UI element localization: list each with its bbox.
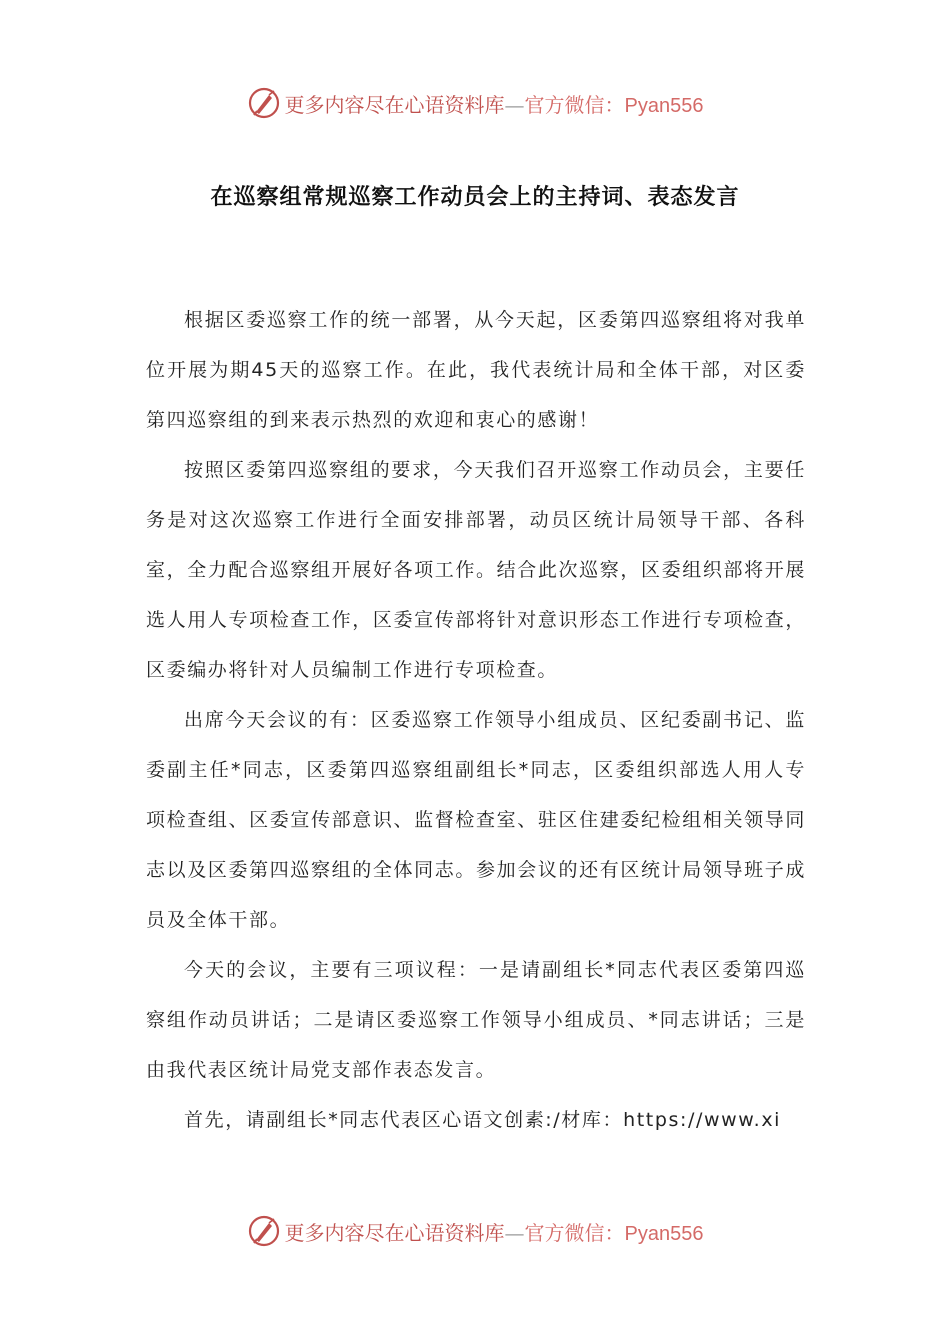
paragraph: 今天的会议，主要有三项议程：一是请副组长*同志代表区委第四巡察组作动员讲话；二是请区委巡察工作领导小组成员、*同志讲话；三是由我代表区统计局党支部作表态发言。 bbox=[146, 959, 806, 1081]
paragraph: 出席今天会议的有：区委巡察工作领导小组成员、区纪委副书记、监委副主任*同志，区委第四巡察组副组长*同志，区委组织部选人用人专项检查组、区委宣传部意识、监督检查室、驻区住建委纪检组相关领导同志以及区委第四巡察组的全体同志。参加会议的还有区统计局领导班子成员及全体干部。 bbox=[146, 709, 806, 931]
banner-wechat: 官方微信：Pyan556 bbox=[524, 94, 704, 117]
document-title: 在巡察组常规巡察工作动员会上的主持词、表态发言 bbox=[210, 184, 740, 210]
banner-separator: — bbox=[504, 92, 525, 117]
header-banner bbox=[0, 83, 950, 123]
banner-brand: 更多内容尽在心语资料库 bbox=[284, 92, 505, 117]
footer-banner bbox=[0, 1211, 950, 1251]
paragraph: 首先，请副组长*同志代表区心语文创素:/材库：https://www.xi bbox=[184, 1109, 782, 1131]
quill-pen-logo-icon bbox=[247, 1214, 281, 1248]
document-body bbox=[146, 295, 806, 1145]
paragraph: 按照区委第四巡察组的要求，今天我们召开巡察工作动员会，主要任务是对这次巡察工作进行全面安排部署，动员区统计局领导干部、各科室，全力配合巡察组开展好各项工作。结合此次巡察，区委组织部将开展选人用人专项检查工作，区委宣传部将针对意识形态工作进行专项检查，区委编办将针对人员编制工作进行专项检查。 bbox=[146, 459, 806, 681]
quill-pen-logo-icon bbox=[247, 86, 281, 120]
paragraph: 根据区委巡察工作的统一部署，从今天起，区委第四巡察组将对我单位开展为期45天的巡察工作。在此，我代表统计局和全体干部，对区委第四巡察组的到来表示热烈的欢迎和衷心的感谢！ bbox=[146, 309, 806, 431]
banner-separator: — bbox=[504, 1220, 525, 1245]
banner-wechat: 官方微信：Pyan556 bbox=[524, 1222, 704, 1245]
banner-brand: 更多内容尽在心语资料库 bbox=[284, 1220, 505, 1245]
